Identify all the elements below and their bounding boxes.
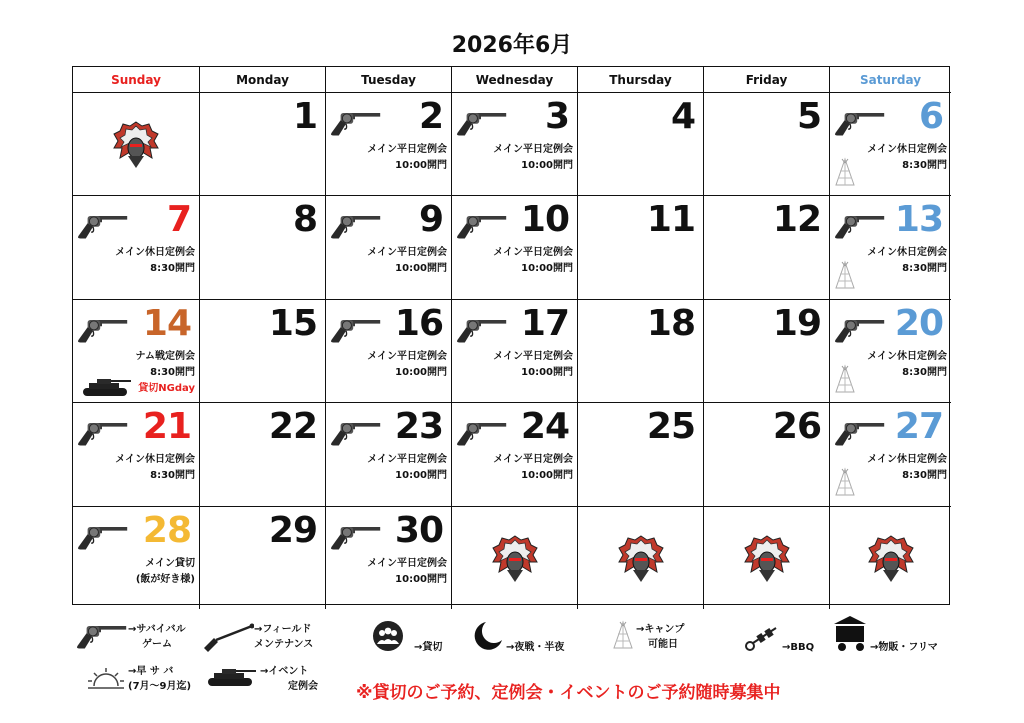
calendar-day-cell — [326, 196, 452, 300]
day-number: 1 — [292, 96, 317, 137]
chief-icon — [491, 532, 539, 584]
calendar-cell-empty — [704, 507, 830, 609]
day-number: 20 — [894, 303, 943, 344]
calendar-day-cell — [830, 403, 951, 507]
calendar-day-cell — [73, 300, 200, 403]
event-label: 8:30開門 — [150, 470, 195, 481]
event-label: メイン休日定例会 — [867, 247, 947, 258]
calendar-day-cell — [452, 403, 578, 507]
calendar-day-cell — [452, 196, 578, 300]
legend-event: →イベント 定例会 — [260, 666, 318, 692]
calendar-day-cell — [326, 403, 452, 507]
event-label: メイン平日定例会 — [493, 351, 573, 362]
event-label: メイン休日定例会 — [867, 454, 947, 465]
day-number: 18 — [646, 303, 695, 344]
day-number: 15 — [268, 303, 317, 344]
day-number: 9 — [418, 199, 443, 240]
tent-icon — [834, 364, 856, 394]
calendar-day-cell — [200, 93, 326, 196]
day-number: 22 — [268, 406, 317, 447]
day-number: 17 — [520, 303, 569, 344]
tent-icon — [834, 467, 856, 497]
day-number: 25 — [646, 406, 695, 447]
event-label: メイン平日定例会 — [367, 558, 447, 569]
event-label: 10:00開門 — [395, 574, 447, 585]
calendar-day-cell — [452, 300, 578, 403]
event-label: 8:30開門 — [150, 263, 195, 274]
weekday-header: Thursday — [578, 67, 704, 93]
event-label: メイン休日定例会 — [115, 454, 195, 465]
event-label: メイン平日定例会 — [493, 144, 573, 155]
revolver-icon — [75, 521, 129, 551]
revolver-icon — [454, 417, 508, 447]
calendar-cell-empty — [452, 507, 578, 609]
day-number: 30 — [394, 510, 443, 551]
revolver-icon — [832, 417, 886, 447]
revolver-icon — [454, 210, 508, 240]
event-label: 8:30開門 — [902, 367, 947, 378]
calendar-day-cell — [578, 403, 704, 507]
calendar-day-cell — [704, 300, 830, 403]
event-label: 10:00開門 — [521, 367, 573, 378]
day-number: 4 — [670, 96, 695, 137]
weekday-header: Tuesday — [326, 67, 452, 93]
day-number: 24 — [520, 406, 569, 447]
group-icon — [372, 620, 404, 652]
event-label: 8:30開門 — [902, 470, 947, 481]
day-number: 2 — [418, 96, 443, 137]
event-label: 10:00開門 — [521, 263, 573, 274]
legend-bbq: →BBQ — [782, 642, 815, 653]
calendar-cell-empty — [73, 93, 200, 196]
calendar-day-cell — [73, 196, 200, 300]
day-number: 5 — [796, 96, 821, 137]
tank-icon — [81, 376, 133, 398]
weekday-header: Wednesday — [452, 67, 578, 93]
calendar-day-cell — [200, 300, 326, 403]
event-label: 8:30開門 — [150, 367, 195, 378]
page-title: 2026年6月 — [451, 33, 573, 58]
calendar-day-cell — [578, 93, 704, 196]
day-number: 21 — [142, 406, 191, 447]
event-label: メイン平日定例会 — [367, 454, 447, 465]
event-label: メイン平日定例会 — [367, 247, 447, 258]
legend-camp: →キャンプ 可能日 — [636, 624, 685, 650]
legend-night: →夜戦・半夜 — [506, 642, 565, 653]
calendar-day-cell — [704, 403, 830, 507]
legend-field: →フィールド メンテナンス — [254, 624, 314, 650]
revolver-icon — [328, 417, 382, 447]
calendar-day-cell — [326, 300, 452, 403]
day-number: 23 — [394, 406, 443, 447]
event-label: メイン平日定例会 — [367, 351, 447, 362]
weekday-header: Sunday — [73, 67, 200, 93]
event-label: 10:00開門 — [395, 263, 447, 274]
weekday-header: Friday — [704, 67, 830, 93]
calendar-day-cell — [830, 300, 951, 403]
event-label: 10:00開門 — [395, 470, 447, 481]
revolver-icon — [832, 107, 886, 137]
day-number: 26 — [772, 406, 821, 447]
event-label: メイン休日定例会 — [867, 144, 947, 155]
cart-icon — [830, 614, 870, 654]
calendar-day-cell — [326, 507, 452, 609]
legend-reserved: →貸切 — [414, 642, 443, 653]
calendar-day-cell — [200, 196, 326, 300]
day-number: 16 — [394, 303, 443, 344]
event-label: メイン平日定例会 — [493, 454, 573, 465]
event-label: 8:30開門 — [902, 263, 947, 274]
chief-icon — [112, 118, 160, 170]
event-label: 10:00開門 — [395, 367, 447, 378]
day-number: 7 — [166, 199, 191, 240]
legend-early: →早 サ バ (7月〜9月迄) — [128, 666, 192, 692]
calendar-day-cell — [326, 93, 452, 196]
tent-icon — [834, 157, 856, 187]
event-label: 8:30開門 — [902, 160, 947, 171]
event-label: 10:00開門 — [521, 470, 573, 481]
calendar-cell-empty — [578, 507, 704, 609]
day-number: 28 — [142, 510, 191, 551]
calendar-cell-empty — [830, 507, 951, 609]
day-number: 29 — [268, 510, 317, 551]
revolver-icon — [328, 107, 382, 137]
calendar-day-cell — [73, 507, 200, 609]
calendar-grid — [72, 66, 950, 605]
tank-icon — [206, 666, 258, 688]
bbq-icon — [744, 622, 780, 654]
shovel-icon — [198, 622, 254, 652]
calendar-day-cell — [200, 403, 326, 507]
revolver-icon — [74, 620, 128, 650]
moon-icon — [472, 620, 504, 652]
calendar-day-cell — [200, 507, 326, 609]
event-warning: 貸切NGday — [138, 383, 195, 394]
calendar-day-cell — [704, 93, 830, 196]
day-number: 13 — [894, 199, 943, 240]
day-number: 27 — [894, 406, 943, 447]
day-number: 14 — [142, 303, 191, 344]
tent-icon — [612, 620, 634, 650]
revolver-icon — [75, 210, 129, 240]
event-label: 10:00開門 — [395, 160, 447, 171]
legend-survival: →サバイバル ゲーム — [128, 624, 186, 650]
event-label: 10:00開門 — [521, 160, 573, 171]
event-label: メイン休日定例会 — [115, 247, 195, 258]
revolver-icon — [832, 314, 886, 344]
reservation-notice: ※貸切のご予約、定例会・イベントのご予約随時募集中 — [356, 683, 781, 703]
day-number: 8 — [292, 199, 317, 240]
revolver-icon — [328, 521, 382, 551]
event-label: ナム戦定例会 — [135, 351, 195, 362]
calendar-day-cell — [452, 93, 578, 196]
chief-icon — [617, 532, 665, 584]
chief-icon — [743, 532, 791, 584]
legend-market: →物販・フリマ — [870, 642, 938, 653]
day-number: 12 — [772, 199, 821, 240]
event-label: メイン平日定例会 — [493, 247, 573, 258]
weekday-header: Saturday — [830, 67, 951, 93]
calendar-day-cell — [830, 93, 951, 196]
revolver-icon — [75, 417, 129, 447]
day-number: 6 — [918, 96, 943, 137]
chief-icon — [867, 532, 915, 584]
day-number: 10 — [520, 199, 569, 240]
revolver-icon — [832, 210, 886, 240]
revolver-icon — [454, 314, 508, 344]
sunrise-icon — [86, 664, 126, 692]
calendar-day-cell — [704, 196, 830, 300]
revolver-icon — [75, 314, 129, 344]
day-number: 19 — [772, 303, 821, 344]
revolver-icon — [328, 314, 382, 344]
calendar-day-cell — [830, 196, 951, 300]
event-label: メイン休日定例会 — [867, 351, 947, 362]
calendar-day-cell — [73, 403, 200, 507]
calendar-day-cell — [578, 300, 704, 403]
weekday-header: Monday — [200, 67, 326, 93]
revolver-icon — [328, 210, 382, 240]
tent-icon — [834, 260, 856, 290]
revolver-icon — [454, 107, 508, 137]
calendar-day-cell — [578, 196, 704, 300]
event-label: メイン平日定例会 — [367, 144, 447, 155]
event-label: メイン貸切 — [145, 558, 195, 569]
day-number: 11 — [646, 199, 695, 240]
event-label: (飯が好き様) — [135, 574, 195, 585]
day-number: 3 — [544, 96, 569, 137]
